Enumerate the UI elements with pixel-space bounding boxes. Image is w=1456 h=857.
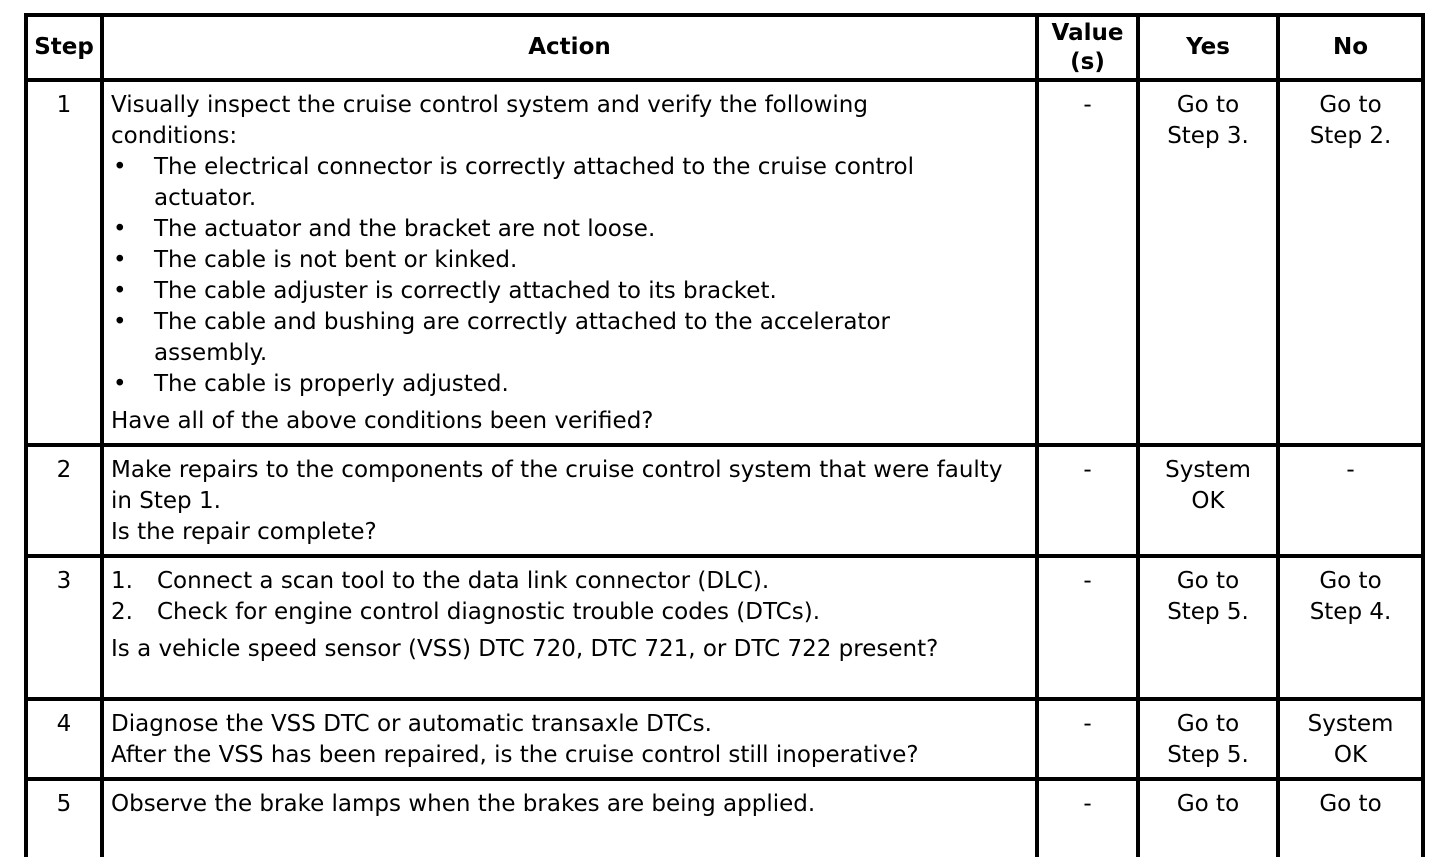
list-item bbox=[111, 152, 1027, 214]
no-cell bbox=[1278, 699, 1423, 779]
value-cell: - bbox=[1037, 699, 1138, 779]
bullet-icon: • bbox=[113, 371, 127, 397]
value-cell: - bbox=[1037, 556, 1138, 699]
header-no: No bbox=[1278, 15, 1423, 80]
yes-text: Go to Step 5. bbox=[1167, 568, 1249, 625]
value-cell: - bbox=[1037, 80, 1138, 445]
step-number: 4 bbox=[26, 699, 102, 779]
action-line: Diagnose the VSS DTC or automatic transaxle DTCs. bbox=[111, 711, 712, 737]
step-number: 5 bbox=[26, 779, 102, 857]
bullet-text: The electrical connector is correctly attached to the cruise control actuator. bbox=[154, 154, 914, 211]
bullet-text: The cable is not bent or kinked. bbox=[154, 247, 518, 273]
yes-cell bbox=[1138, 556, 1278, 699]
bullet-text: The cable adjuster is correctly attached to its bracket. bbox=[154, 278, 777, 304]
action-intro: Visually inspect the cruise control system and verify the following conditions: bbox=[111, 92, 868, 149]
list-item bbox=[111, 214, 1027, 245]
numbered-text: Connect a scan tool to the data link connector (DLC). bbox=[157, 568, 770, 594]
value-cell: - bbox=[1037, 445, 1138, 556]
bullet-text: The cable and bushing are correctly attached to the accelerator assembly. bbox=[154, 309, 890, 366]
action-cell bbox=[102, 80, 1037, 445]
step-number: 2 bbox=[26, 445, 102, 556]
bullet-icon: • bbox=[113, 154, 127, 180]
yes-cell bbox=[1138, 80, 1278, 445]
header-value bbox=[1037, 15, 1138, 80]
action-line: After the VSS has been repaired, is the cruise control still inoperative? bbox=[111, 742, 919, 768]
bullet-icon: • bbox=[113, 278, 127, 304]
table-row bbox=[26, 779, 1423, 857]
header-action: Action bbox=[102, 15, 1037, 80]
yes-text: Go to Step 3. bbox=[1167, 92, 1249, 149]
action-cell bbox=[102, 779, 1037, 857]
yes-cell bbox=[1138, 699, 1278, 779]
diagnostic-table bbox=[24, 13, 1421, 857]
action-line: Observe the brake lamps when the brakes are being applied. bbox=[111, 791, 816, 817]
bullet-text: The cable is properly adjusted. bbox=[154, 371, 509, 397]
no-text: System OK bbox=[1307, 711, 1394, 768]
table-row bbox=[26, 699, 1423, 779]
action-question: Is a vehicle speed sensor (VSS) DTC 720, DTC 721, or DTC 722 present? bbox=[111, 636, 939, 662]
numbered-text: Check for engine control diagnostic trouble codes (DTCs). bbox=[157, 599, 821, 625]
list-item bbox=[111, 307, 1027, 369]
action-line: Is the repair complete? bbox=[111, 519, 377, 545]
action-line: Make repairs to the components of the cruise control system that were faulty in Step 1. bbox=[111, 457, 1003, 514]
no-text: Go to Step 4. bbox=[1309, 568, 1392, 625]
yes-text: Go to Step 5. bbox=[1167, 711, 1249, 768]
no-cell: - bbox=[1278, 445, 1423, 556]
header-value-label: Value (s) bbox=[1051, 19, 1124, 75]
no-text: Go to Step 2. bbox=[1309, 92, 1392, 149]
header-yes: Yes bbox=[1138, 15, 1278, 80]
table-row bbox=[26, 556, 1423, 699]
step-number: 1 bbox=[26, 80, 102, 445]
no-cell: Go to bbox=[1278, 779, 1423, 857]
list-item bbox=[111, 369, 1027, 400]
table-row bbox=[26, 80, 1423, 445]
bullet-icon: • bbox=[113, 216, 127, 242]
header-row bbox=[26, 15, 1423, 80]
table-row bbox=[26, 445, 1423, 556]
step-number: 3 bbox=[26, 556, 102, 699]
action-cell bbox=[102, 445, 1037, 556]
header-step: Step bbox=[26, 15, 102, 80]
list-item: 1. Connect a scan tool to the data link connector (DLC). bbox=[111, 566, 1027, 597]
list-item bbox=[111, 245, 1027, 276]
yes-cell: Go to bbox=[1138, 779, 1278, 857]
bullet-icon: • bbox=[113, 309, 127, 335]
no-cell bbox=[1278, 556, 1423, 699]
list-item bbox=[111, 276, 1027, 307]
yes-cell bbox=[1138, 445, 1278, 556]
action-question: Have all of the above conditions been verified? bbox=[111, 408, 654, 434]
bullet-text: The actuator and the bracket are not loose. bbox=[154, 216, 656, 242]
value-cell: - bbox=[1037, 779, 1138, 857]
yes-text: System OK bbox=[1165, 457, 1251, 514]
bullet-icon: • bbox=[113, 247, 127, 273]
action-cell bbox=[102, 556, 1037, 699]
no-cell bbox=[1278, 80, 1423, 445]
action-cell bbox=[102, 699, 1037, 779]
list-item: 2. Check for engine control diagnostic trouble codes (DTCs). bbox=[111, 597, 1027, 628]
